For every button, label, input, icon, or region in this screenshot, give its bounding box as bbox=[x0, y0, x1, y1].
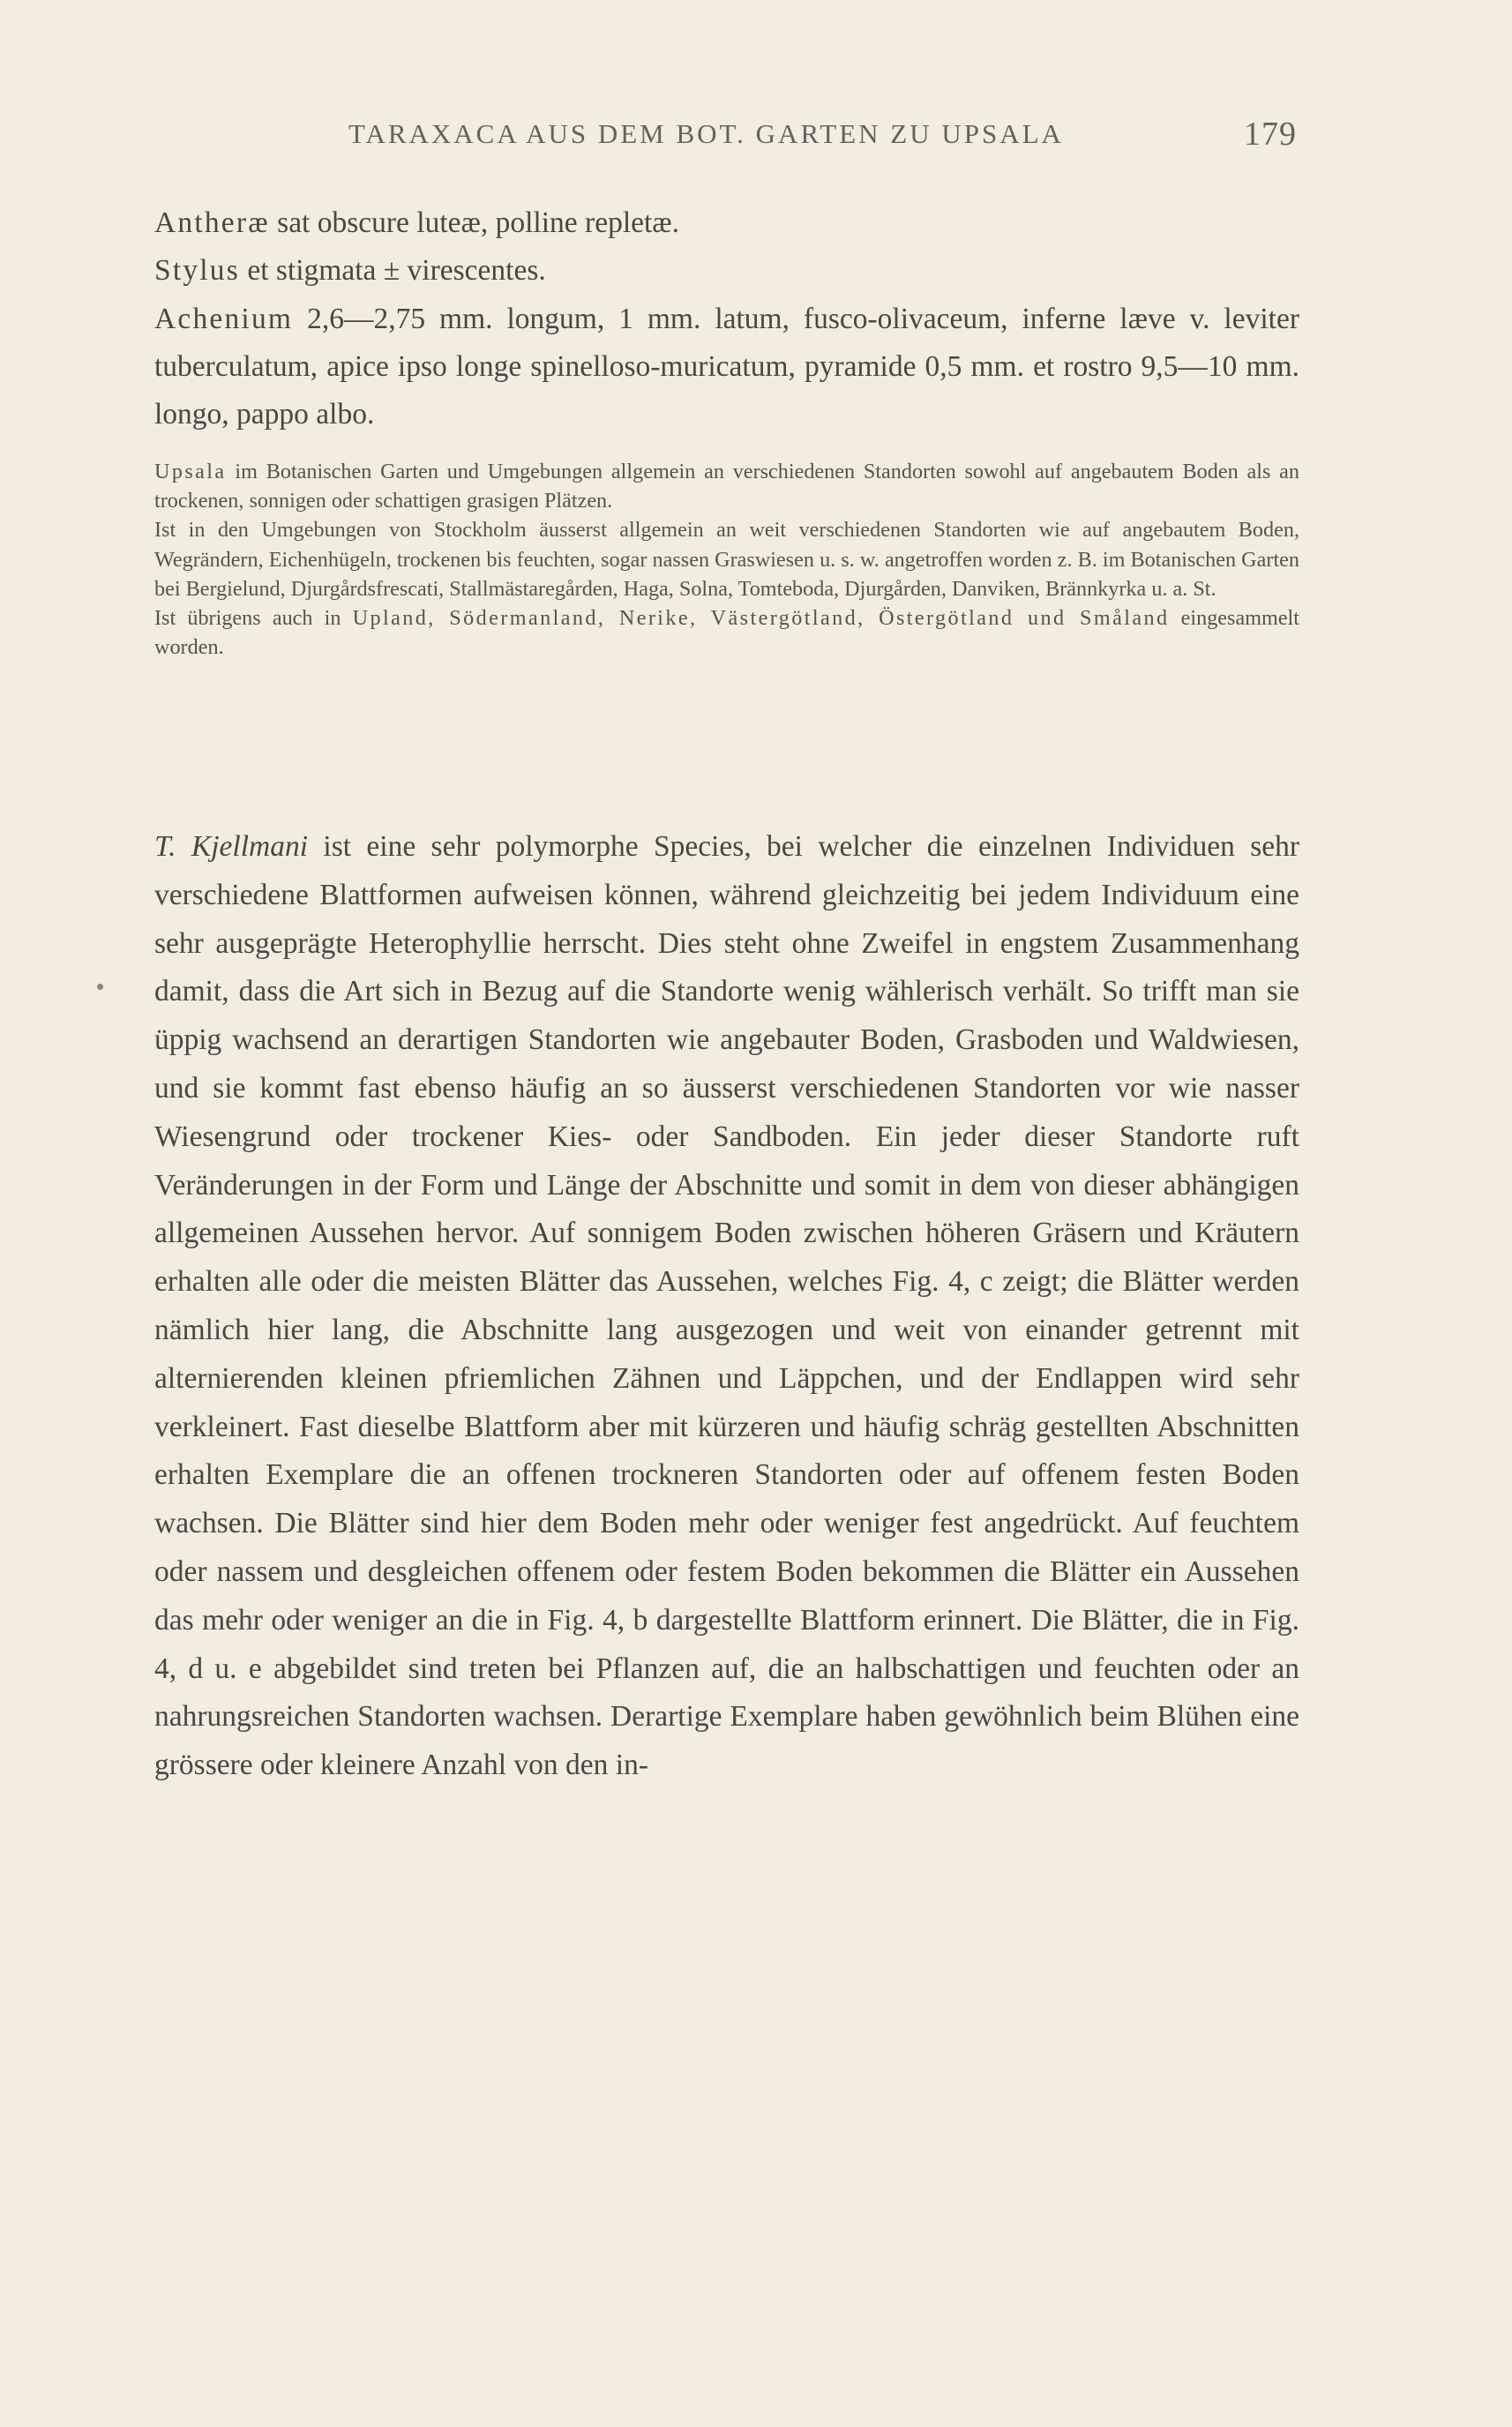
anther-line bbox=[154, 199, 1299, 247]
upsala-text: im Botanischen Garten und Umgebungen allgemein an verschiedenen Standorten sowohl auf angebautem Boden als an trockenen, sonnigen oder schattigen grasigen Plätzen. bbox=[154, 460, 1299, 513]
main-text bbox=[154, 823, 1299, 1790]
species-name: T. Kjellmani bbox=[154, 830, 309, 863]
achenium-text: 2,6—2,75 mm. longum, 1 mm. latum, fusco-olivaceum, inferne læve v. leviter tuberculatum, apice ipso longe spinelloso-muricatum, pyramide 0,5 mm. et rostro 9,5—10 mm. longo, pappo albo. bbox=[154, 302, 1299, 431]
latin-description bbox=[154, 199, 1299, 438]
page-number: 179 bbox=[1244, 116, 1297, 153]
provinces-names: Upland, Södermanland, Nerike, Västergötland, Östergötland und Småland bbox=[352, 606, 1170, 631]
anther-text: sat obscure luteæ, polline repletæ. bbox=[269, 206, 680, 239]
main-paragraph-text: ist eine sehr polymorphe Species, bei welcher die einzelnen Individuen sehr verschiedene Blattformen aufweisen können, während gleichzeitig bei jedem Individuum eine sehr ausgeprägte Heterophyllie herrscht. Dies steht ohne Zweifel in engstem Zusammenhang damit, dass die Art sich in Bezug auf die Standorte wenig wählerisch verhält. So trifft man sie üppig wachsend an derartigen Standorten wie angebauter Boden, Grasboden und Waldwiesen, und sie kommt fast ebenso häufig an so äusserst verschiedenen Standorten vor wie nasser Wiesengrund oder trockener Kies- oder Sandboden. Ein jeder dieser Standorte ruft Veränderungen in der Form und Länge der Abschnitte und somit in dem von dieser abhängigen allgemeinen Aussehen hervor. Auf sonnigem Boden zwischen höheren Gräsern und Kräutern erhalten alle oder die meisten Blätter das Aussehen, welches Fig. 4, c zeigt; die Blätter werden nämlich hier lang, die Abschnitte lang ausgezogen und weit von einander getrennt mit alternierenden kleinen pfriemlichen Zähnen und Läppchen, und der Endlappen wird sehr verkleinert. Fast dieselbe Blattform aber mit kürzeren und häufig schräg gestellten Abschnitten erhalten Exemplare die an offenen trockneren Standorten oder auf offenem festen Boden wachsen. Die Blätter sind hier dem Boden mehr oder weniger fest angedrückt. Auf feuchtem oder nassem und desgleichen offenem oder festem Boden bekommen die Blätter ein Aussehen das mehr oder weniger an die in Fig. 4, b dargestellte Blattform erinnert. Die Blätter, die in Fig. 4, d u. e abgebildet sind treten bei Pflanzen auf, die an halbschattigen und feuchten oder an nahrungsreichen Standorten wachsen. Derartige Exemplare haben gewöhnlich beim Blühen eine grössere oder kleinere Anzahl von den in- bbox=[154, 830, 1300, 1782]
running-header bbox=[154, 118, 1297, 162]
provinces-suffix: eingesammelt worden. bbox=[154, 606, 1299, 660]
provinces-paragraph bbox=[154, 603, 1299, 662]
anther-label: Antheræ bbox=[154, 206, 270, 239]
stylus-text: et stigmata ± virescentes. bbox=[239, 254, 546, 288]
main-paragraph bbox=[154, 823, 1299, 1790]
upsala-paragraph bbox=[154, 457, 1299, 515]
stylus-label: Stylus bbox=[154, 254, 240, 288]
achenium-label: Achenium bbox=[154, 302, 294, 335]
margin-dot bbox=[97, 984, 103, 990]
running-title: TARAXACA AUS DEM BOT. GARTEN ZU UPSALA bbox=[348, 118, 1064, 149]
stylus-line bbox=[154, 247, 1299, 295]
upsala-label: Upsala bbox=[154, 460, 227, 483]
localities-block bbox=[154, 457, 1299, 662]
stockholm-paragraph: Ist in den Umgebungen von Stockholm äusserst allgemein an weit verschiedenen Standorten wie auf angebautem Boden, Wegrändern, Eichenhügeln, trockenen bis feuchten, sogar nassen Graswiesen u. s. w. angetroffen worden z. B. im Botanischen Garten bei Bergielund, Djurgårdsfrescati, Stallmästaregården, Haga, Solna, Tomteboda, Djurgården, Danviken, Brännkyrka u. a. St. bbox=[154, 518, 1299, 601]
achenium-paragraph bbox=[154, 296, 1299, 439]
provinces-prefix: Ist übrigens auch in bbox=[154, 606, 353, 631]
